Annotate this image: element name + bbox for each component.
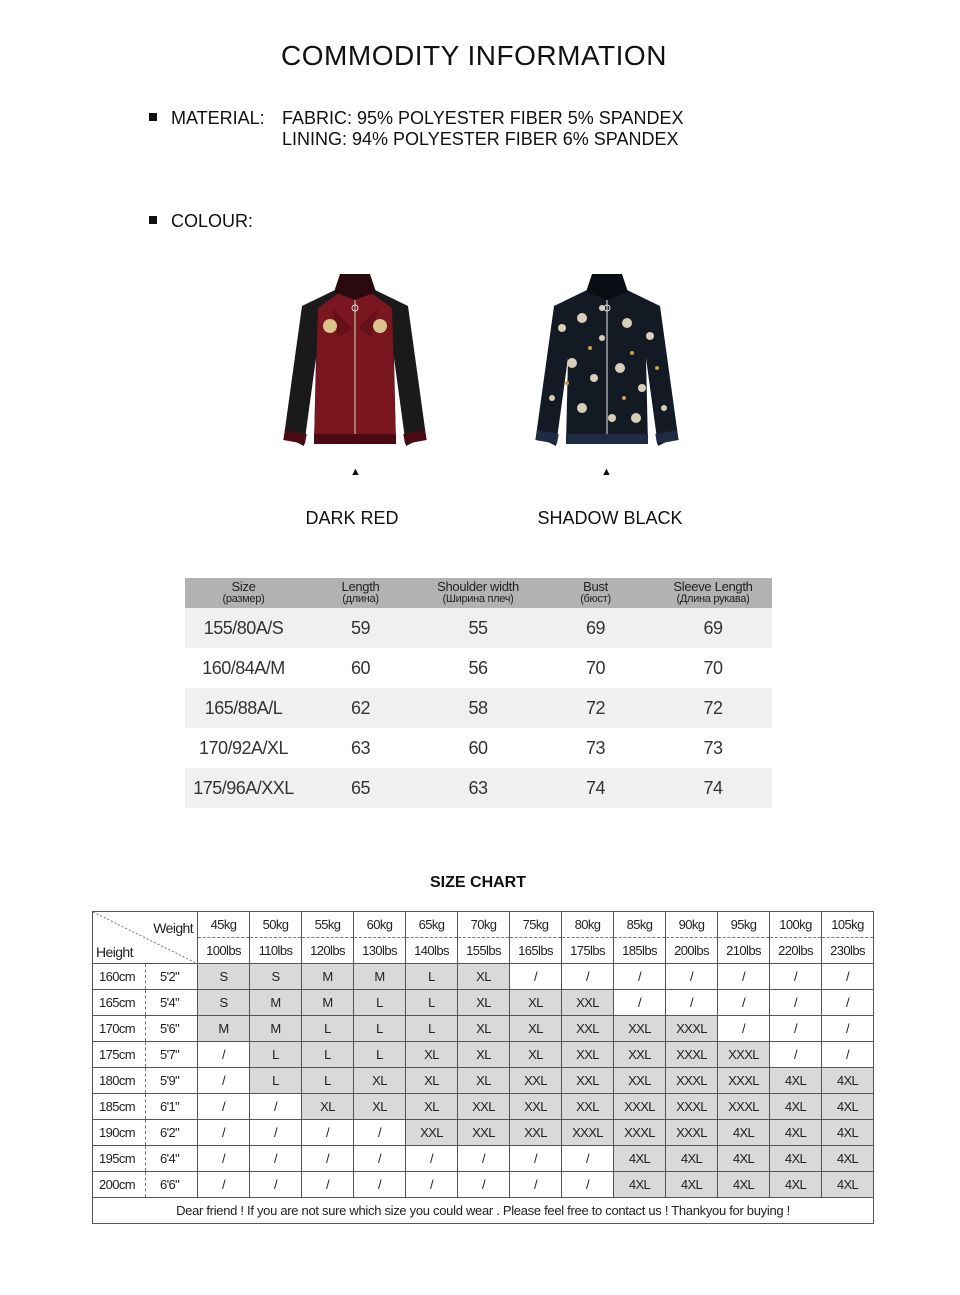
weight-label: Weight	[153, 920, 193, 936]
size-cell: /	[614, 990, 666, 1016]
measurement-cell: 155/80A/S	[185, 608, 302, 648]
weight-kg-cell: 90kg	[666, 912, 718, 938]
height-cm-cell: 165cm	[93, 990, 146, 1016]
footer-note: Dear friend ! If you are not sure which size you could wear . Please feel free to contact us ! Thankyou for buying !	[93, 1198, 874, 1224]
size-cell: XXXL	[614, 1120, 666, 1146]
size-cell: /	[198, 1042, 250, 1068]
lining-text: LINING: 94% POLYESTER FIBER 6% SPANDEX	[282, 129, 679, 149]
weight-lbs-cell: 220lbs	[770, 938, 822, 964]
size-cell: 4XL	[770, 1094, 822, 1120]
weight-kg-cell: 55kg	[302, 912, 354, 938]
size-cell: /	[406, 1146, 458, 1172]
size-chart-table	[92, 911, 874, 1224]
size-cell: /	[718, 1016, 770, 1042]
colour-name-shadow-black[interactable]: SHADOW BLACK	[537, 508, 683, 528]
size-cell: XXL	[458, 1094, 510, 1120]
size-cell: L	[406, 990, 458, 1016]
size-cell: XXXL	[718, 1094, 770, 1120]
size-cell: 4XL	[718, 1146, 770, 1172]
size-cell: /	[198, 1068, 250, 1094]
size-cell: XL	[406, 1094, 458, 1120]
colour-label: COLOUR:	[171, 211, 254, 231]
size-cell: L	[354, 1016, 406, 1042]
size-cell: XXXL	[718, 1068, 770, 1094]
size-cell: /	[770, 1016, 822, 1042]
bullet-icon	[149, 113, 157, 121]
size-cell: XL	[458, 1068, 510, 1094]
measurement-row	[185, 688, 772, 728]
size-cell: XL	[406, 1042, 458, 1068]
height-ft-cell: 5'2"	[146, 964, 198, 990]
measurement-cell: 55	[419, 608, 537, 648]
weight-kg-cell: 95kg	[718, 912, 770, 938]
height-ft-cell: 6'4"	[146, 1146, 198, 1172]
size-cell: /	[562, 1146, 614, 1172]
measurement-cell: 74	[654, 768, 772, 808]
height-ft-cell: 6'6"	[146, 1172, 198, 1198]
measurement-cell: 72	[537, 688, 654, 728]
size-cell: /	[458, 1146, 510, 1172]
size-cell: XXL	[562, 1094, 614, 1120]
size-cell: /	[822, 1042, 874, 1068]
size-cell: XXL	[562, 1068, 614, 1094]
size-cell: /	[822, 1016, 874, 1042]
size-cell: XXXL	[614, 1094, 666, 1120]
weight-lbs-cell: 210lbs	[718, 938, 770, 964]
measurement-cell: 165/88A/L	[185, 688, 302, 728]
height-cm-cell: 195cm	[93, 1146, 146, 1172]
jacket-image-dark-red[interactable]	[280, 268, 430, 458]
size-cell: L	[354, 1042, 406, 1068]
header-sleeve-length: Sleeve Length (Длина рукава)	[654, 578, 772, 608]
size-cell: M	[354, 964, 406, 990]
size-cell: L	[302, 1016, 354, 1042]
size-cell: /	[510, 1172, 562, 1198]
size-cell: 4XL	[770, 1120, 822, 1146]
measurement-cell: 59	[302, 608, 419, 648]
size-cell: XL	[302, 1094, 354, 1120]
corner-header	[93, 912, 198, 964]
height-row	[93, 990, 874, 1016]
size-cell: /	[770, 964, 822, 990]
measurement-cell: 69	[537, 608, 654, 648]
weight-kg-cell: 65kg	[406, 912, 458, 938]
size-cell: L	[250, 1068, 302, 1094]
height-cm-cell: 200cm	[93, 1172, 146, 1198]
size-cell: XXL	[458, 1120, 510, 1146]
page-title: COMMODITY INFORMATION	[281, 40, 667, 71]
size-cell: L	[302, 1068, 354, 1094]
size-cell: 4XL	[822, 1120, 874, 1146]
size-cell: 4XL	[770, 1068, 822, 1094]
material-section	[149, 108, 684, 149]
measurement-cell: 69	[654, 608, 772, 648]
size-cell: XL	[354, 1094, 406, 1120]
size-cell: /	[510, 964, 562, 990]
size-cell: /	[562, 1172, 614, 1198]
size-cell: M	[198, 1016, 250, 1042]
height-cm-cell: 180cm	[93, 1068, 146, 1094]
size-cell: XXXL	[666, 1094, 718, 1120]
size-cell: L	[250, 1042, 302, 1068]
size-cell: /	[406, 1172, 458, 1198]
size-cell: XXL	[562, 1016, 614, 1042]
height-ft-cell: 5'9"	[146, 1068, 198, 1094]
size-cell: /	[822, 964, 874, 990]
size-cell: XXXL	[718, 1042, 770, 1068]
measurement-cell: 74	[537, 768, 654, 808]
size-cell: XXL	[510, 1094, 562, 1120]
jacket-shadow-black-icon	[532, 268, 682, 458]
weight-lbs-cell: 120lbs	[302, 938, 354, 964]
size-cell: /	[302, 1172, 354, 1198]
weight-lbs-cell: 230lbs	[822, 938, 874, 964]
measurement-table	[185, 578, 772, 808]
size-cell: XXXL	[666, 1120, 718, 1146]
measurement-cell: 63	[302, 728, 419, 768]
size-cell: XL	[510, 1042, 562, 1068]
size-cell: /	[198, 1172, 250, 1198]
weight-lbs-cell: 140lbs	[406, 938, 458, 964]
material-label: MATERIAL:	[171, 108, 265, 128]
size-cell: XL	[406, 1068, 458, 1094]
size-cell: /	[770, 990, 822, 1016]
size-cell: XXL	[614, 1042, 666, 1068]
size-cell: XXXL	[666, 1016, 718, 1042]
size-cell: XL	[510, 1016, 562, 1042]
size-cell: L	[406, 964, 458, 990]
weight-kg-cell: 100kg	[770, 912, 822, 938]
weight-kg-cell: 75kg	[510, 912, 562, 938]
size-cell: 4XL	[614, 1172, 666, 1198]
size-cell: 4XL	[666, 1146, 718, 1172]
size-cell: /	[614, 964, 666, 990]
size-cell: /	[770, 1042, 822, 1068]
measurement-cell: 72	[654, 688, 772, 728]
measurement-cell: 62	[302, 688, 419, 728]
size-cell: /	[718, 990, 770, 1016]
measurement-cell: 73	[654, 728, 772, 768]
height-cm-cell: 185cm	[93, 1094, 146, 1120]
size-cell: /	[302, 1120, 354, 1146]
measurement-cell: 60	[302, 648, 419, 688]
size-cell: /	[198, 1094, 250, 1120]
size-cell: XL	[458, 990, 510, 1016]
measurement-cell: 170/92A/XL	[185, 728, 302, 768]
colour-name-dark-red[interactable]: DARK RED	[305, 508, 399, 528]
measurement-cell: 160/84A/M	[185, 648, 302, 688]
size-cell: M	[250, 990, 302, 1016]
size-cell: L	[302, 1042, 354, 1068]
weight-lbs-cell: 185lbs	[614, 938, 666, 964]
size-cell: /	[510, 1146, 562, 1172]
size-cell: /	[302, 1146, 354, 1172]
weight-lbs-cell: 130lbs	[354, 938, 406, 964]
size-cell: 4XL	[770, 1146, 822, 1172]
height-row	[93, 1172, 874, 1198]
weight-kg-cell: 85kg	[614, 912, 666, 938]
size-cell: S	[250, 964, 302, 990]
weight-lbs-cell: 100lbs	[198, 938, 250, 964]
size-cell: M	[302, 964, 354, 990]
weight-kg-row	[93, 912, 874, 938]
header-length: Length (длина)	[302, 578, 419, 608]
measurement-row	[185, 648, 772, 688]
weight-lbs-row	[93, 938, 874, 964]
measurement-cell: 65	[302, 768, 419, 808]
height-row	[93, 1042, 874, 1068]
fabric-text: FABRIC: 95% POLYESTER FIBER 5% SPANDEX	[282, 108, 684, 128]
height-ft-cell: 5'7"	[146, 1042, 198, 1068]
measurement-cell: 73	[537, 728, 654, 768]
size-cell: XXL	[406, 1120, 458, 1146]
size-cell: 4XL	[718, 1172, 770, 1198]
size-cell: /	[250, 1120, 302, 1146]
size-cell: XXXL	[666, 1068, 718, 1094]
size-cell: XL	[458, 1042, 510, 1068]
measurement-row	[185, 608, 772, 648]
size-cell: XXL	[562, 990, 614, 1016]
header-size: Size (размер)	[185, 578, 302, 608]
size-chart-title: SIZE CHART	[430, 874, 526, 891]
measurement-row	[185, 768, 772, 808]
height-row	[93, 1146, 874, 1172]
height-cm-cell: 175cm	[93, 1042, 146, 1068]
size-cell: /	[718, 964, 770, 990]
weight-kg-cell: 50kg	[250, 912, 302, 938]
size-cell: 4XL	[666, 1172, 718, 1198]
height-cm-cell: 170cm	[93, 1016, 146, 1042]
size-cell: /	[250, 1146, 302, 1172]
size-cell: XL	[458, 964, 510, 990]
height-ft-cell: 5'4"	[146, 990, 198, 1016]
size-cell: /	[250, 1172, 302, 1198]
measurement-cell: 63	[419, 768, 537, 808]
size-cell: XL	[510, 990, 562, 1016]
measurement-header-row	[185, 578, 772, 608]
footer-row	[93, 1198, 874, 1224]
weight-kg-cell: 105kg	[822, 912, 874, 938]
jacket-dark-red-icon	[280, 268, 430, 458]
size-cell: /	[666, 990, 718, 1016]
measurement-cell: 175/96A/XXL	[185, 768, 302, 808]
measurement-row	[185, 728, 772, 768]
size-cell: S	[198, 964, 250, 990]
size-cell: /	[822, 990, 874, 1016]
height-cm-cell: 160cm	[93, 964, 146, 990]
height-ft-cell: 6'2"	[146, 1120, 198, 1146]
weight-lbs-cell: 155lbs	[458, 938, 510, 964]
size-cell: 4XL	[614, 1146, 666, 1172]
height-ft-cell: 5'6"	[146, 1016, 198, 1042]
size-cell: M	[250, 1016, 302, 1042]
weight-lbs-cell: 200lbs	[666, 938, 718, 964]
header-shoulder-width: Shoulder width (Ширина плеч)	[419, 578, 537, 608]
weight-kg-cell: 70kg	[458, 912, 510, 938]
size-cell: /	[198, 1146, 250, 1172]
weight-lbs-cell: 110lbs	[250, 938, 302, 964]
weight-kg-cell: 45kg	[198, 912, 250, 938]
size-cell: 4XL	[822, 1068, 874, 1094]
height-row	[93, 1094, 874, 1120]
size-cell: 4XL	[822, 1094, 874, 1120]
measurement-cell: 58	[419, 688, 537, 728]
size-cell: 4XL	[770, 1172, 822, 1198]
height-row	[93, 1120, 874, 1146]
height-row	[93, 964, 874, 990]
size-cell: XXXL	[562, 1120, 614, 1146]
size-cell: S	[198, 990, 250, 1016]
size-cell: XXL	[614, 1016, 666, 1042]
size-cell: /	[354, 1120, 406, 1146]
size-cell: XXL	[510, 1120, 562, 1146]
triangle-marker-icon: ▲	[601, 466, 612, 478]
measurement-cell: 56	[419, 648, 537, 688]
size-cell: /	[666, 964, 718, 990]
size-cell: /	[250, 1094, 302, 1120]
size-cell: M	[302, 990, 354, 1016]
height-cm-cell: 190cm	[93, 1120, 146, 1146]
size-cell: /	[354, 1146, 406, 1172]
size-cell: /	[562, 964, 614, 990]
size-cell: /	[458, 1172, 510, 1198]
jacket-image-shadow-black[interactable]	[532, 268, 682, 458]
size-cell: L	[354, 990, 406, 1016]
size-cell: /	[354, 1172, 406, 1198]
measurement-cell: 70	[537, 648, 654, 688]
weight-lbs-cell: 175lbs	[562, 938, 614, 964]
triangle-marker-icon: ▲	[350, 466, 361, 478]
height-label: Height	[96, 944, 133, 960]
size-cell: 4XL	[822, 1172, 874, 1198]
size-cell: XXL	[510, 1068, 562, 1094]
size-cell: XXL	[562, 1042, 614, 1068]
weight-kg-cell: 60kg	[354, 912, 406, 938]
size-cell: XL	[354, 1068, 406, 1094]
bullet-icon	[149, 216, 157, 224]
size-cell: /	[198, 1120, 250, 1146]
size-cell: 4XL	[718, 1120, 770, 1146]
size-cell: 4XL	[822, 1146, 874, 1172]
size-cell: XXXL	[666, 1042, 718, 1068]
size-cell: L	[406, 1016, 458, 1042]
weight-kg-cell: 80kg	[562, 912, 614, 938]
height-row	[93, 1068, 874, 1094]
height-row	[93, 1016, 874, 1042]
height-ft-cell: 6'1"	[146, 1094, 198, 1120]
measurement-cell: 70	[654, 648, 772, 688]
header-bust: Bust (бюст)	[537, 578, 654, 608]
size-cell: XL	[458, 1016, 510, 1042]
weight-lbs-cell: 165lbs	[510, 938, 562, 964]
colour-section	[149, 211, 253, 232]
measurement-cell: 60	[419, 728, 537, 768]
size-cell: XXL	[614, 1068, 666, 1094]
